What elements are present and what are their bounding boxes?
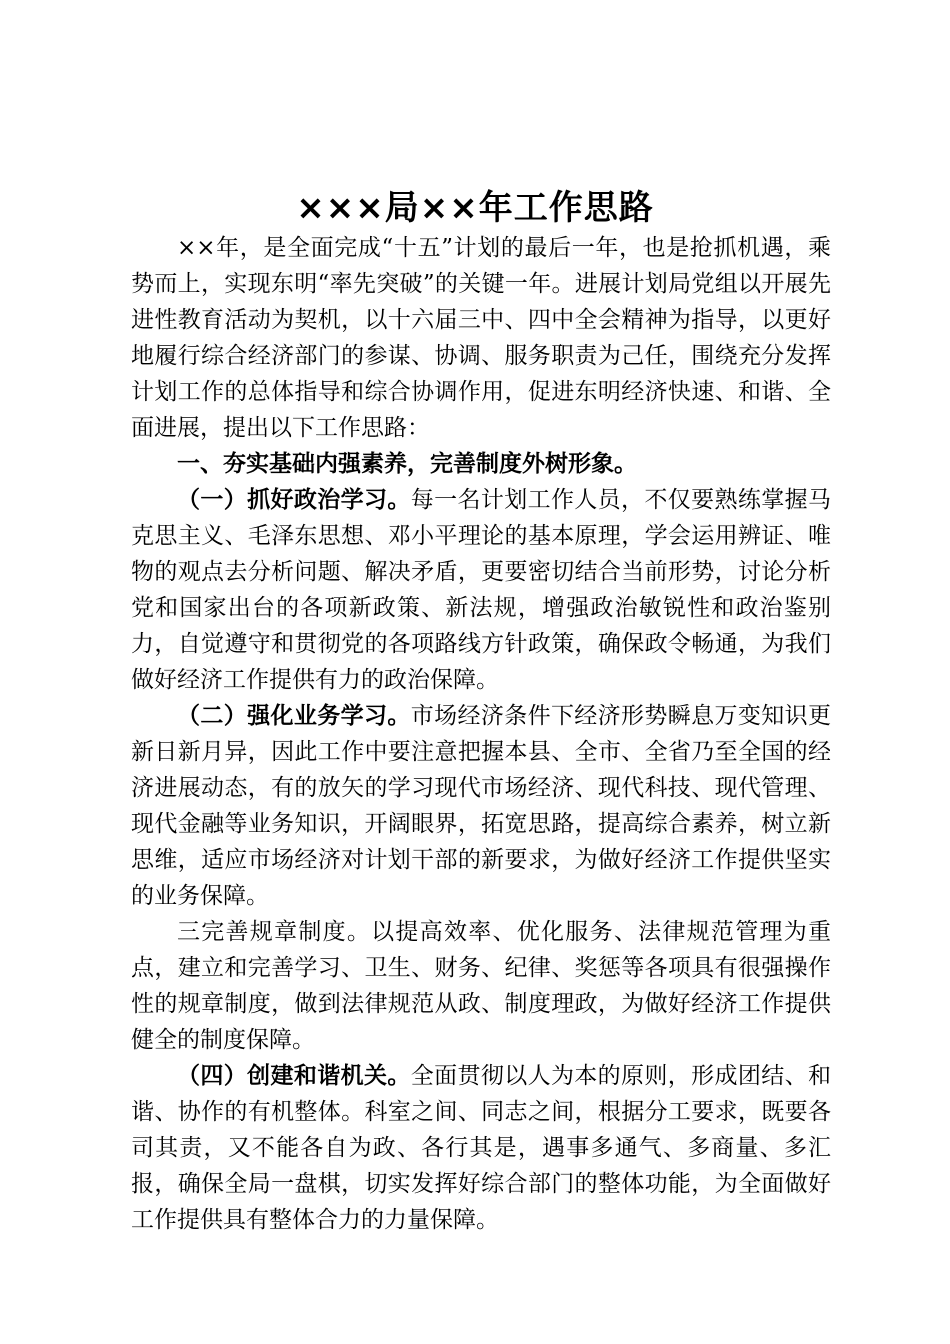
section-heading: 一、夯实基础内强素养，完善制度外树形象。 (177, 451, 637, 477)
item-lead: （二）强化业务学习。 (177, 703, 411, 729)
item-lead: （一）抓好政治学习。 (177, 487, 411, 513)
item-text: 三完善规章制度。以提高效率、优化服务、法律规范管理为重点，建立和完善学习、卫生、财务、纪律、奖惩等各项具有很强操作性的规章制度，做到法律规范从政、制度理政，为做好经济工作提供健全的制度保障。 (131, 919, 831, 1053)
item-text: 市场经济条件下经济形势瞬息万变知识更新日新月异，因此工作中要注意把握本县、全市、全省乃至全国的经济进展动态，有的放矢的学习现代市场经济、现代科技、现代管理、现代金融等业务知识，开阔眼界，拓宽思路，提高综合素养，树立新思维，适应市场经济对计划干部的新要求，为做好经济工作提供坚实的业务保障。 (131, 703, 832, 909)
document-title: ×××局××年工作思路 (296, 188, 654, 228)
document-body (131, 230, 831, 1238)
paragraph-item-2 (131, 698, 831, 914)
paragraph-item-3 (131, 914, 831, 1058)
item-text: 每一名计划工作人员，不仅要熟练掌握马克思主义、毛泽东思想、邓小平理论的基本原理，学会运用辨证、唯物的观点去分析问题、解决矛盾，更要密切结合当前形势，讨论分析党和国家出台的各项新政策、新法规，增强政治敏锐性和政治鉴别力，自觉遵守和贯彻党的各项路线方针政策，确保政令畅通，为我们做好经济工作提供有力的政治保障。 (131, 487, 832, 693)
paragraph-item-1 (131, 482, 831, 698)
paragraph-item-4 (131, 1058, 831, 1238)
item-lead: （四）创建和谐机关。 (177, 1063, 411, 1089)
item-text: 全面贯彻以人为本的原则，形成团结、和谐、协作的有机整体。科室之间、同志之间，根据分工要求，既要各司其责，又不能各自为政、各行其是，遇事多通气、多商量、多汇报，确保全局一盘棋，切实发挥好综合部门的整体功能，为全面做好工作提供具有整体合力的力量保障。 (131, 1063, 832, 1233)
intro-paragraph: ××年，是全面完成“十五”计划的最后一年，也是抢抓机遇，乘势而上，实现东明“率先突破”的关键一年。进展计划局党组以开展先进性教育活动为契机，以十六届三中、四中全会精神为指导，以更好地履行综合经济部门的参谋、协调、服务职责为己任，围绕充分发挥计划工作的总体指导和综合协调作用，促进东明经济快速、和谐、全面进展，提出以下工作思路： (131, 235, 831, 441)
